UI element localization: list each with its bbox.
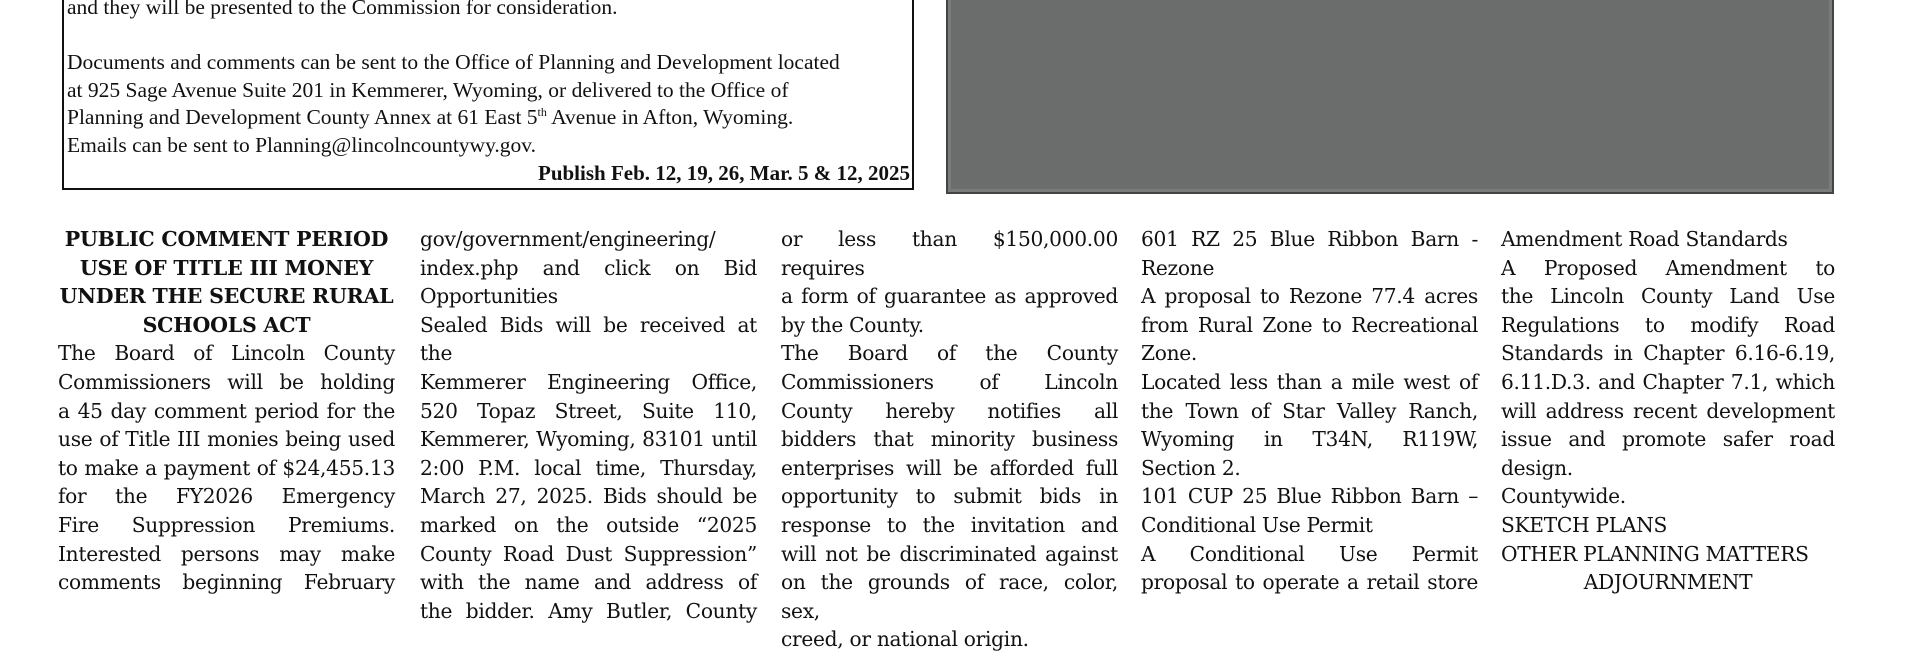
text-line: A proposal to Rezone 77.4 acres	[1141, 284, 1478, 309]
section-heading: SKETCH PLANS	[1501, 512, 1668, 537]
text-line: 6.11.D.3. and Chapter 7.1, which	[1501, 369, 1835, 394]
text-line: A Conditional Use Permit	[1141, 541, 1478, 566]
text-line: County hereby notifies all	[781, 398, 1118, 423]
text-line: will address recent development	[1501, 398, 1835, 423]
text-line: Commissioners will be holding	[58, 369, 395, 394]
notice-paragraph	[67, 49, 909, 159]
notice-email-line: Emails can be sent to Planning@lincolncountywy.gov.	[67, 132, 537, 157]
text-line: Sealed Bids will be received at the	[420, 312, 757, 366]
text-line: Standards in Chapter 6.16-6.19,	[1501, 341, 1835, 366]
text-line: 2:00 P.M. local time, Thursday,	[420, 455, 757, 480]
text-line: for the FY2026 Emergency	[58, 484, 395, 509]
text-line: design.	[1501, 455, 1573, 480]
text-line: Countywide.	[1501, 484, 1626, 509]
notice-line: Avenue in Afton, Wyoming.	[546, 105, 794, 129]
notice-line: and they will be presented to the Commission for consideration.	[67, 0, 618, 19]
text-line: creed, or national origin.	[781, 627, 1029, 652]
article-heading: USE OF TITLE III MONEY	[79, 255, 374, 280]
text-line: from Rural Zone to Recreational	[1141, 312, 1478, 337]
text-line: issue and promote safer road	[1501, 427, 1835, 452]
text-line: opportunity to submit bids in	[781, 484, 1118, 509]
column-1	[58, 225, 395, 597]
text-line: to make a payment of $24,455.13	[58, 455, 395, 480]
text-line: or less than $150,000.00 requires	[781, 227, 1118, 280]
text-line: Section 2.	[1141, 455, 1241, 480]
text-line: 101 CUP 25 Blue Ribbon Barn –	[1141, 484, 1478, 509]
article-heading: SCHOOLS ACT	[142, 312, 311, 337]
text-line: 520 Topaz Street, Suite 110,	[420, 398, 757, 423]
notice-line: at 925 Sage Avenue Suite 201 in Kemmerer, Wyoming, or delivered to the Office of	[67, 77, 789, 102]
legal-notice-box	[62, 0, 914, 190]
article-heading: PUBLIC COMMENT PERIOD	[64, 227, 389, 251]
notice-line: Planning and Development County Annex at 61 East 5	[67, 105, 538, 129]
text-line: use of Title III monies being used	[58, 427, 395, 452]
text-line: marked on the outside “2025	[420, 512, 757, 537]
column-2	[420, 225, 757, 625]
text-line: the Town of Star Valley Ranch,	[1141, 398, 1478, 423]
ordinal-suffix: th	[537, 104, 547, 119]
text-line: Kemmerer, Wyoming, 83101 until	[420, 427, 757, 452]
text-line: March 27, 2025. Bids should be	[420, 484, 757, 509]
text-line: Opportunities	[420, 284, 558, 309]
text-line: Commissioners of Lincoln	[781, 369, 1118, 394]
text-line: Zone.	[1141, 341, 1198, 366]
column-5	[1501, 225, 1835, 597]
text-line: the bidder. Amy Butler, County	[420, 598, 757, 623]
text-line: bidders that minority business	[781, 427, 1118, 452]
text-line: Fire Suppression Premiums.	[58, 512, 395, 537]
text-line: a form of guarantee as approved	[781, 284, 1118, 309]
text-line: will not be discriminated against	[781, 541, 1118, 566]
text-line: Wyoming in T34N, R119W,	[1141, 427, 1478, 452]
text-line: response to the invitation and	[781, 512, 1118, 537]
text-line: Amendment Road Standards	[1501, 227, 1788, 251]
text-line: The Board of the County	[781, 341, 1118, 366]
section-heading: OTHER PLANNING MATTERS	[1501, 541, 1809, 566]
text-line: A Proposed Amendment to	[1501, 255, 1835, 280]
text-line: 601 RZ 25 Blue Ribbon Barn -	[1141, 227, 1478, 251]
column-4	[1141, 225, 1478, 597]
article-heading: UNDER THE SECURE RURAL	[59, 284, 394, 309]
text-line: Regulations to modify Road	[1501, 312, 1835, 337]
text-line: index.php and click on Bid	[420, 255, 757, 280]
text-line: County Road Dust Suppression”	[420, 541, 757, 566]
text-line: the Lincoln County Land Use	[1501, 284, 1835, 309]
text-line: Located less than a mile west of	[1141, 369, 1478, 394]
publish-dates: Publish Feb. 12, 19, 26, Mar. 5 & 12, 2025	[538, 161, 910, 185]
column-3	[781, 225, 1118, 654]
gray-image-block	[946, 0, 1834, 194]
text-line: on the grounds of race, color, sex,	[781, 570, 1118, 623]
text-line: Rezone	[1141, 255, 1215, 280]
text-line: a 45 day comment period for the	[58, 398, 395, 423]
section-heading: ADJOURNMENT	[1583, 570, 1753, 595]
text-line: Interested persons may make	[58, 541, 395, 566]
text-line: with the name and address of	[420, 570, 757, 595]
text-line: enterprises will be afforded full	[781, 455, 1118, 480]
text-line: proposal to operate a retail store	[1141, 570, 1478, 595]
text-line: by the County.	[781, 312, 924, 337]
notice-line: Documents and comments can be sent to the Office of Planning and Development located	[67, 50, 840, 74]
text-line: comments beginning February	[58, 570, 395, 595]
text-line: Conditional Use Permit	[1141, 512, 1373, 537]
text-line: Kemmerer Engineering Office,	[420, 369, 757, 394]
text-line: The Board of Lincoln County	[58, 341, 395, 366]
text-line: gov/government/engineering/	[420, 227, 716, 251]
